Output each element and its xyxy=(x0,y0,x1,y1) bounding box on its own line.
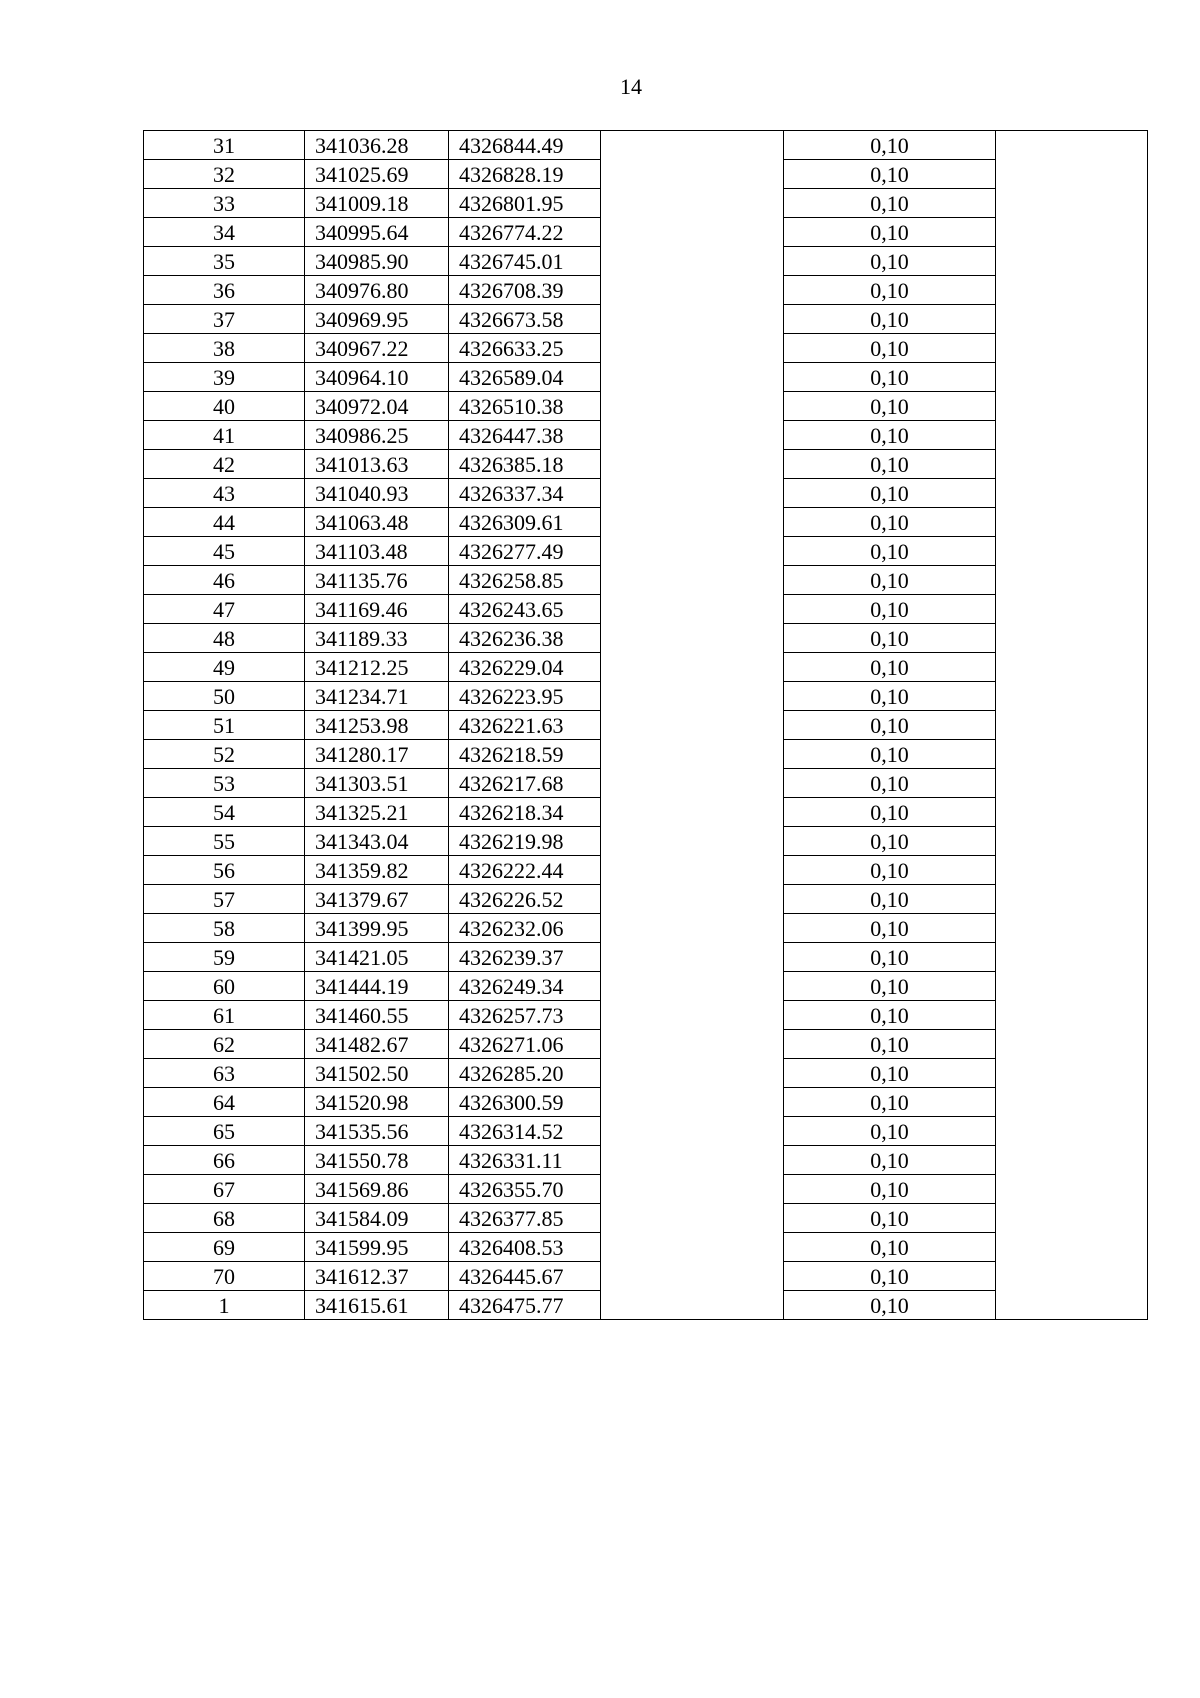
empty-cell xyxy=(601,566,784,595)
point-number-cell: 43 xyxy=(144,479,305,508)
empty-cell xyxy=(996,1030,1148,1059)
empty-cell xyxy=(996,798,1148,827)
point-number-cell: 59 xyxy=(144,943,305,972)
table-row xyxy=(144,595,1148,624)
point-number-cell: 36 xyxy=(144,276,305,305)
empty-cell xyxy=(601,1175,784,1204)
table-row xyxy=(144,276,1148,305)
point-number-cell: 66 xyxy=(144,1146,305,1175)
empty-cell xyxy=(996,740,1148,769)
y-coordinate-cell: 4326447.38 xyxy=(449,421,601,450)
point-number-cell: 37 xyxy=(144,305,305,334)
empty-cell xyxy=(996,682,1148,711)
point-number-cell: 67 xyxy=(144,1175,305,1204)
accuracy-value-cell: 0,10 xyxy=(784,479,996,508)
empty-cell xyxy=(996,392,1148,421)
table-row xyxy=(144,740,1148,769)
x-coordinate-cell: 341615.61 xyxy=(305,1291,449,1320)
accuracy-value-cell: 0,10 xyxy=(784,1030,996,1059)
accuracy-value-cell: 0,10 xyxy=(784,624,996,653)
empty-cell xyxy=(601,218,784,247)
point-number-cell: 62 xyxy=(144,1030,305,1059)
accuracy-value-cell: 0,10 xyxy=(784,566,996,595)
empty-cell xyxy=(996,1117,1148,1146)
x-coordinate-cell: 341189.33 xyxy=(305,624,449,653)
y-coordinate-cell: 4326277.49 xyxy=(449,537,601,566)
empty-cell xyxy=(601,1204,784,1233)
empty-cell xyxy=(996,334,1148,363)
empty-cell xyxy=(601,479,784,508)
empty-cell xyxy=(996,1059,1148,1088)
x-coordinate-cell: 341460.55 xyxy=(305,1001,449,1030)
point-number-cell: 65 xyxy=(144,1117,305,1146)
point-number-cell: 51 xyxy=(144,711,305,740)
accuracy-value-cell: 0,10 xyxy=(784,682,996,711)
point-number-cell: 46 xyxy=(144,566,305,595)
x-coordinate-cell: 341036.28 xyxy=(305,131,449,160)
x-coordinate-cell: 341212.25 xyxy=(305,653,449,682)
point-number-cell: 34 xyxy=(144,218,305,247)
empty-cell xyxy=(996,827,1148,856)
table-row xyxy=(144,1291,1148,1320)
empty-cell xyxy=(996,1262,1148,1291)
empty-cell xyxy=(601,508,784,537)
accuracy-value-cell: 0,10 xyxy=(784,1117,996,1146)
y-coordinate-cell: 4326844.49 xyxy=(449,131,601,160)
point-number-cell: 35 xyxy=(144,247,305,276)
empty-cell xyxy=(601,885,784,914)
empty-cell xyxy=(601,827,784,856)
empty-cell xyxy=(601,653,784,682)
y-coordinate-cell: 4326219.98 xyxy=(449,827,601,856)
table-row xyxy=(144,914,1148,943)
y-coordinate-cell: 4326510.38 xyxy=(449,392,601,421)
empty-cell xyxy=(601,392,784,421)
x-coordinate-cell: 341253.98 xyxy=(305,711,449,740)
point-number-cell: 70 xyxy=(144,1262,305,1291)
accuracy-value-cell: 0,10 xyxy=(784,218,996,247)
accuracy-value-cell: 0,10 xyxy=(784,1001,996,1030)
empty-cell xyxy=(601,334,784,363)
x-coordinate-cell: 341325.21 xyxy=(305,798,449,827)
accuracy-value-cell: 0,10 xyxy=(784,595,996,624)
empty-cell xyxy=(601,914,784,943)
accuracy-value-cell: 0,10 xyxy=(784,334,996,363)
point-number-cell: 57 xyxy=(144,885,305,914)
empty-cell xyxy=(996,566,1148,595)
y-coordinate-cell: 4326222.44 xyxy=(449,856,601,885)
accuracy-value-cell: 0,10 xyxy=(784,537,996,566)
empty-cell xyxy=(601,247,784,276)
accuracy-value-cell: 0,10 xyxy=(784,1204,996,1233)
accuracy-value-cell: 0,10 xyxy=(784,305,996,334)
x-coordinate-cell: 341103.48 xyxy=(305,537,449,566)
y-coordinate-cell: 4326377.85 xyxy=(449,1204,601,1233)
empty-cell xyxy=(996,624,1148,653)
accuracy-value-cell: 0,10 xyxy=(784,450,996,479)
table-row xyxy=(144,218,1148,247)
table-row xyxy=(144,1030,1148,1059)
y-coordinate-cell: 4326218.34 xyxy=(449,798,601,827)
empty-cell xyxy=(996,1204,1148,1233)
empty-cell xyxy=(601,1146,784,1175)
point-number-cell: 45 xyxy=(144,537,305,566)
table-row xyxy=(144,769,1148,798)
accuracy-value-cell: 0,10 xyxy=(784,363,996,392)
y-coordinate-cell: 4326314.52 xyxy=(449,1117,601,1146)
table-row xyxy=(144,653,1148,682)
table-row xyxy=(144,827,1148,856)
accuracy-value-cell: 0,10 xyxy=(784,798,996,827)
table-row xyxy=(144,508,1148,537)
table-row xyxy=(144,682,1148,711)
empty-cell xyxy=(601,769,784,798)
table-row xyxy=(144,972,1148,1001)
empty-cell xyxy=(601,1088,784,1117)
y-coordinate-cell: 4326385.18 xyxy=(449,450,601,479)
table-row xyxy=(144,1088,1148,1117)
table-row xyxy=(144,943,1148,972)
empty-cell xyxy=(996,595,1148,624)
y-coordinate-cell: 4326331.11 xyxy=(449,1146,601,1175)
empty-cell xyxy=(601,160,784,189)
y-coordinate-cell: 4326745.01 xyxy=(449,247,601,276)
x-coordinate-cell: 340967.22 xyxy=(305,334,449,363)
point-number-cell: 54 xyxy=(144,798,305,827)
y-coordinate-cell: 4326774.22 xyxy=(449,218,601,247)
table-row xyxy=(144,131,1148,160)
y-coordinate-cell: 4326355.70 xyxy=(449,1175,601,1204)
x-coordinate-cell: 340986.25 xyxy=(305,421,449,450)
table-row xyxy=(144,1233,1148,1262)
accuracy-value-cell: 0,10 xyxy=(784,160,996,189)
point-number-cell: 39 xyxy=(144,363,305,392)
y-coordinate-cell: 4326239.37 xyxy=(449,943,601,972)
point-number-cell: 40 xyxy=(144,392,305,421)
table-row xyxy=(144,624,1148,653)
y-coordinate-cell: 4326828.19 xyxy=(449,160,601,189)
table-row xyxy=(144,856,1148,885)
accuracy-value-cell: 0,10 xyxy=(784,392,996,421)
point-number-cell: 68 xyxy=(144,1204,305,1233)
point-number-cell: 50 xyxy=(144,682,305,711)
accuracy-value-cell: 0,10 xyxy=(784,972,996,1001)
point-number-cell: 31 xyxy=(144,131,305,160)
y-coordinate-cell: 4326300.59 xyxy=(449,1088,601,1117)
accuracy-value-cell: 0,10 xyxy=(784,276,996,305)
y-coordinate-cell: 4326249.34 xyxy=(449,972,601,1001)
table-row xyxy=(144,392,1148,421)
x-coordinate-cell: 341569.86 xyxy=(305,1175,449,1204)
empty-cell xyxy=(601,450,784,479)
empty-cell xyxy=(601,276,784,305)
accuracy-value-cell: 0,10 xyxy=(784,189,996,218)
x-coordinate-cell: 341444.19 xyxy=(305,972,449,1001)
point-number-cell: 42 xyxy=(144,450,305,479)
y-coordinate-cell: 4326673.58 xyxy=(449,305,601,334)
table-row xyxy=(144,450,1148,479)
x-coordinate-cell: 341399.95 xyxy=(305,914,449,943)
empty-cell xyxy=(601,1030,784,1059)
accuracy-value-cell: 0,10 xyxy=(784,943,996,972)
x-coordinate-cell: 341280.17 xyxy=(305,740,449,769)
table-row xyxy=(144,566,1148,595)
page-number: 14 xyxy=(620,74,642,99)
y-coordinate-cell: 4326708.39 xyxy=(449,276,601,305)
point-number-cell: 1 xyxy=(144,1291,305,1320)
table-row xyxy=(144,1117,1148,1146)
table-row xyxy=(144,334,1148,363)
y-coordinate-cell: 4326218.59 xyxy=(449,740,601,769)
accuracy-value-cell: 0,10 xyxy=(784,131,996,160)
x-coordinate-cell: 340964.10 xyxy=(305,363,449,392)
accuracy-value-cell: 0,10 xyxy=(784,1088,996,1117)
point-number-cell: 47 xyxy=(144,595,305,624)
table-row xyxy=(144,1001,1148,1030)
point-number-cell: 61 xyxy=(144,1001,305,1030)
empty-cell xyxy=(601,421,784,450)
point-number-cell: 69 xyxy=(144,1233,305,1262)
point-number-cell: 41 xyxy=(144,421,305,450)
y-coordinate-cell: 4326226.52 xyxy=(449,885,601,914)
point-number-cell: 60 xyxy=(144,972,305,1001)
point-number-cell: 52 xyxy=(144,740,305,769)
x-coordinate-cell: 341234.71 xyxy=(305,682,449,711)
table-body xyxy=(144,131,1148,1320)
point-number-cell: 33 xyxy=(144,189,305,218)
table-row xyxy=(144,711,1148,740)
x-coordinate-cell: 340995.64 xyxy=(305,218,449,247)
y-coordinate-cell: 4326589.04 xyxy=(449,363,601,392)
y-coordinate-cell: 4326309.61 xyxy=(449,508,601,537)
x-coordinate-cell: 340972.04 xyxy=(305,392,449,421)
y-coordinate-cell: 4326475.77 xyxy=(449,1291,601,1320)
table-row xyxy=(144,1262,1148,1291)
empty-cell xyxy=(601,1233,784,1262)
empty-cell xyxy=(996,711,1148,740)
empty-cell xyxy=(601,1291,784,1320)
empty-cell xyxy=(996,769,1148,798)
empty-cell xyxy=(996,247,1148,276)
accuracy-value-cell: 0,10 xyxy=(784,653,996,682)
point-number-cell: 64 xyxy=(144,1088,305,1117)
x-coordinate-cell: 341063.48 xyxy=(305,508,449,537)
table-row xyxy=(144,479,1148,508)
x-coordinate-cell: 341520.98 xyxy=(305,1088,449,1117)
empty-cell xyxy=(601,682,784,711)
table-row xyxy=(144,798,1148,827)
empty-cell xyxy=(996,508,1148,537)
empty-cell xyxy=(601,189,784,218)
table-row xyxy=(144,1059,1148,1088)
empty-cell xyxy=(996,1088,1148,1117)
x-coordinate-cell: 341040.93 xyxy=(305,479,449,508)
empty-cell xyxy=(996,421,1148,450)
x-coordinate-cell: 341612.37 xyxy=(305,1262,449,1291)
y-coordinate-cell: 4326236.38 xyxy=(449,624,601,653)
x-coordinate-cell: 341535.56 xyxy=(305,1117,449,1146)
empty-cell xyxy=(996,305,1148,334)
point-number-cell: 55 xyxy=(144,827,305,856)
table-row xyxy=(144,305,1148,334)
point-number-cell: 44 xyxy=(144,508,305,537)
table-row xyxy=(144,537,1148,566)
empty-cell xyxy=(601,595,784,624)
empty-cell xyxy=(996,1175,1148,1204)
x-coordinate-cell: 340969.95 xyxy=(305,305,449,334)
empty-cell xyxy=(996,856,1148,885)
x-coordinate-cell: 341025.69 xyxy=(305,160,449,189)
empty-cell xyxy=(601,711,784,740)
point-number-cell: 32 xyxy=(144,160,305,189)
coordinates-table xyxy=(143,130,1148,1320)
empty-cell xyxy=(601,1262,784,1291)
x-coordinate-cell: 341359.82 xyxy=(305,856,449,885)
empty-cell xyxy=(996,943,1148,972)
accuracy-value-cell: 0,10 xyxy=(784,1175,996,1204)
accuracy-value-cell: 0,10 xyxy=(784,1262,996,1291)
y-coordinate-cell: 4326217.68 xyxy=(449,769,601,798)
table-row xyxy=(144,1175,1148,1204)
empty-cell xyxy=(601,624,784,653)
empty-cell xyxy=(996,189,1148,218)
empty-cell xyxy=(601,1001,784,1030)
empty-cell xyxy=(996,218,1148,247)
table-row xyxy=(144,247,1148,276)
point-number-cell: 48 xyxy=(144,624,305,653)
empty-cell xyxy=(996,1146,1148,1175)
empty-cell xyxy=(996,653,1148,682)
empty-cell xyxy=(601,1117,784,1146)
point-number-cell: 38 xyxy=(144,334,305,363)
x-coordinate-cell: 341343.04 xyxy=(305,827,449,856)
empty-cell xyxy=(996,1233,1148,1262)
accuracy-value-cell: 0,10 xyxy=(784,1233,996,1262)
empty-cell xyxy=(601,856,784,885)
x-coordinate-cell: 341550.78 xyxy=(305,1146,449,1175)
point-number-cell: 58 xyxy=(144,914,305,943)
y-coordinate-cell: 4326232.06 xyxy=(449,914,601,943)
point-number-cell: 63 xyxy=(144,1059,305,1088)
x-coordinate-cell: 341169.46 xyxy=(305,595,449,624)
empty-cell xyxy=(601,943,784,972)
x-coordinate-cell: 341379.67 xyxy=(305,885,449,914)
accuracy-value-cell: 0,10 xyxy=(784,1291,996,1320)
table-row xyxy=(144,421,1148,450)
x-coordinate-cell: 340976.80 xyxy=(305,276,449,305)
x-coordinate-cell: 341599.95 xyxy=(305,1233,449,1262)
x-coordinate-cell: 340985.90 xyxy=(305,247,449,276)
x-coordinate-cell: 341421.05 xyxy=(305,943,449,972)
accuracy-value-cell: 0,10 xyxy=(784,711,996,740)
point-number-cell: 56 xyxy=(144,856,305,885)
point-number-cell: 49 xyxy=(144,653,305,682)
table-row xyxy=(144,1204,1148,1233)
accuracy-value-cell: 0,10 xyxy=(784,1059,996,1088)
x-coordinate-cell: 341584.09 xyxy=(305,1204,449,1233)
x-coordinate-cell: 341009.18 xyxy=(305,189,449,218)
empty-cell xyxy=(996,450,1148,479)
accuracy-value-cell: 0,10 xyxy=(784,827,996,856)
empty-cell xyxy=(601,537,784,566)
accuracy-value-cell: 0,10 xyxy=(784,885,996,914)
empty-cell xyxy=(996,1291,1148,1320)
y-coordinate-cell: 4326285.20 xyxy=(449,1059,601,1088)
x-coordinate-cell: 341303.51 xyxy=(305,769,449,798)
empty-cell xyxy=(601,131,784,160)
table-row xyxy=(144,189,1148,218)
x-coordinate-cell: 341135.76 xyxy=(305,566,449,595)
x-coordinate-cell: 341482.67 xyxy=(305,1030,449,1059)
empty-cell xyxy=(601,305,784,334)
accuracy-value-cell: 0,10 xyxy=(784,1146,996,1175)
empty-cell xyxy=(601,798,784,827)
empty-cell xyxy=(996,972,1148,1001)
table-row xyxy=(144,363,1148,392)
accuracy-value-cell: 0,10 xyxy=(784,740,996,769)
empty-cell xyxy=(601,972,784,1001)
empty-cell xyxy=(601,1059,784,1088)
y-coordinate-cell: 4326229.04 xyxy=(449,653,601,682)
y-coordinate-cell: 4326271.06 xyxy=(449,1030,601,1059)
empty-cell xyxy=(996,885,1148,914)
empty-cell xyxy=(996,479,1148,508)
empty-cell xyxy=(996,363,1148,392)
y-coordinate-cell: 4326243.65 xyxy=(449,595,601,624)
empty-cell xyxy=(996,537,1148,566)
y-coordinate-cell: 4326223.95 xyxy=(449,682,601,711)
accuracy-value-cell: 0,10 xyxy=(784,856,996,885)
x-coordinate-cell: 341502.50 xyxy=(305,1059,449,1088)
empty-cell xyxy=(996,914,1148,943)
point-number-cell: 53 xyxy=(144,769,305,798)
table-row xyxy=(144,160,1148,189)
y-coordinate-cell: 4326801.95 xyxy=(449,189,601,218)
y-coordinate-cell: 4326337.34 xyxy=(449,479,601,508)
table-row xyxy=(144,885,1148,914)
table-row xyxy=(144,1146,1148,1175)
y-coordinate-cell: 4326257.73 xyxy=(449,1001,601,1030)
x-coordinate-cell: 341013.63 xyxy=(305,450,449,479)
accuracy-value-cell: 0,10 xyxy=(784,508,996,537)
empty-cell xyxy=(996,160,1148,189)
empty-cell xyxy=(601,740,784,769)
empty-cell xyxy=(996,1001,1148,1030)
empty-cell xyxy=(601,363,784,392)
y-coordinate-cell: 4326633.25 xyxy=(449,334,601,363)
y-coordinate-cell: 4326258.85 xyxy=(449,566,601,595)
empty-cell xyxy=(996,131,1148,160)
empty-cell xyxy=(996,276,1148,305)
accuracy-value-cell: 0,10 xyxy=(784,769,996,798)
y-coordinate-cell: 4326221.63 xyxy=(449,711,601,740)
accuracy-value-cell: 0,10 xyxy=(784,914,996,943)
y-coordinate-cell: 4326408.53 xyxy=(449,1233,601,1262)
accuracy-value-cell: 0,10 xyxy=(784,421,996,450)
y-coordinate-cell: 4326445.67 xyxy=(449,1262,601,1291)
accuracy-value-cell: 0,10 xyxy=(784,247,996,276)
